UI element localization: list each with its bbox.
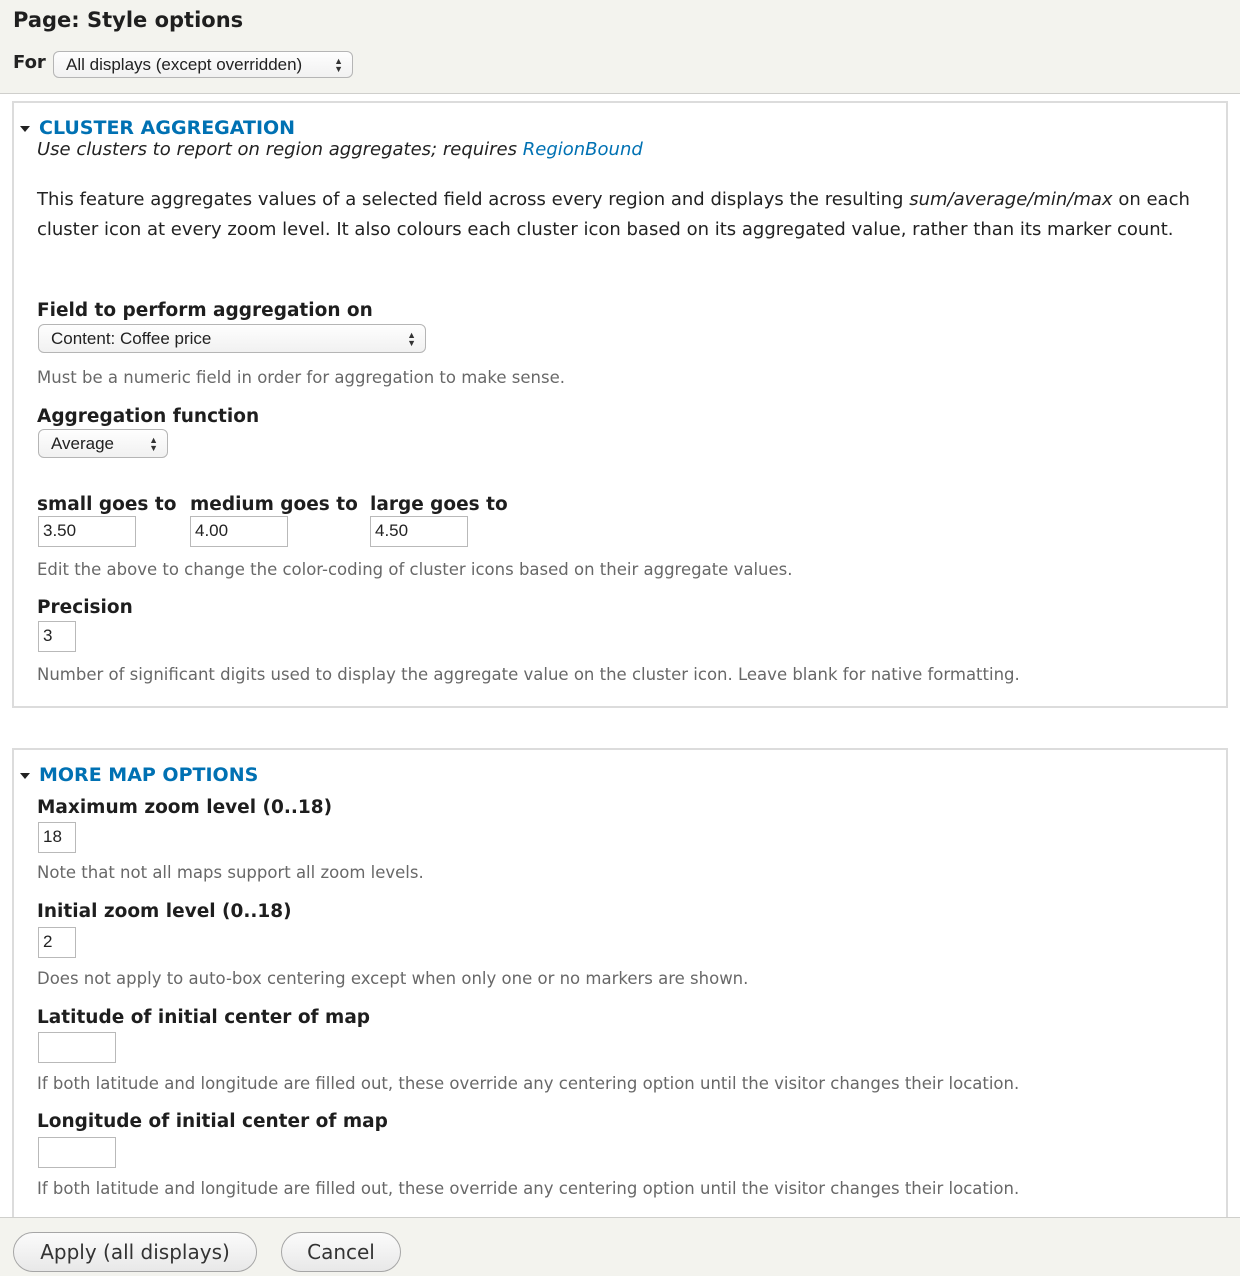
initial-zoom-help: Does not apply to auto-box centering except when only one or no markers are shown. [37,969,749,988]
aggregation-function-select[interactable] [38,429,168,458]
max-zoom-help: Note that not all maps support all zoom levels. [37,863,424,882]
aggregation-field-select[interactable] [38,324,426,353]
more-map-options-toggle[interactable] [20,764,258,786]
cluster-subtitle-text: Use clusters to report on region aggregates; requires [37,139,518,160]
max-zoom-label: Maximum zoom level (0..18) [37,797,333,818]
precision-input[interactable]: 3 [38,621,76,652]
select-arrows-icon: ▲ ▼ [149,434,158,453]
cancel-button[interactable]: Cancel [281,1232,401,1272]
regionbound-link[interactable]: RegionBound [522,139,643,160]
collapse-triangle-icon [20,773,30,779]
aggregation-field-value: Content: Coffee price [51,328,212,348]
precision-help: Number of significant digits used to display the aggregate value on the cluster icon. Leave blank for native formatting. [37,665,1020,684]
large-threshold-input[interactable]: 4.50 [370,516,468,547]
description-part-1: This feature aggregates values of a selected field across every region and displays the resulting [37,189,904,210]
small-label: small goes to [37,494,177,515]
longitude-label: Longitude of initial center of map [37,1111,388,1132]
page-title: Page: Style options [13,8,244,32]
longitude-help: If both latitude and longitude are filled out, these override any centering option until the visitor changes their location. [37,1179,1020,1198]
latitude-help: If both latitude and longitude are filled out, these override any centering option until the visitor changes their location. [37,1074,1020,1093]
description-part-2: on each cluster icon at every zoom level. It also colours each cluster icon based on its aggregated value, rather than its marker count. [37,189,1190,240]
select-arrows-icon: ▲ ▼ [334,55,343,74]
latitude-input[interactable] [38,1032,116,1063]
more-map-options-fieldset [12,748,1228,1217]
latitude-label: Latitude of initial center of map [37,1007,371,1028]
for-label: For [13,52,46,73]
medium-threshold-input[interactable]: 4.00 [190,516,288,547]
initial-zoom-label: Initial zoom level (0..18) [37,901,292,922]
large-label: large goes to [370,494,508,515]
dialog-footer [0,1217,1240,1276]
display-scope-value: All displays (except overridden) [66,54,303,74]
longitude-input[interactable] [38,1137,116,1168]
more-map-options-legend: MORE MAP OPTIONS [39,764,259,786]
description-italic: sum/average/min/max [909,189,1113,210]
dialog-content[interactable] [0,95,1240,1217]
apply-button[interactable]: Apply (all displays) [13,1232,257,1272]
select-arrows-icon: ▲ ▼ [407,329,416,348]
field-help: Must be a numeric field in order for aggregation to make sense. [37,368,565,387]
aggregation-function-value: Average [51,433,115,453]
cluster-aggregation-toggle[interactable] [20,117,295,139]
precision-label: Precision [37,597,133,618]
initial-zoom-input[interactable]: 2 [38,927,76,958]
cluster-description [37,185,1217,245]
small-threshold-input[interactable]: 3.50 [38,516,136,547]
thresholds-help: Edit the above to change the color-coding of cluster icons based on their aggregate values. [37,560,793,579]
dialog-header [0,0,1240,94]
cluster-subtitle [37,139,643,160]
collapse-triangle-icon [20,126,30,132]
medium-label: medium goes to [190,494,358,515]
max-zoom-input[interactable]: 18 [38,822,76,853]
display-scope-select[interactable] [53,51,353,78]
cluster-aggregation-fieldset [12,101,1228,708]
field-label: Field to perform aggregation on [37,300,373,321]
function-label: Aggregation function [37,406,260,427]
cluster-aggregation-legend: CLUSTER AGGREGATION [39,117,296,139]
